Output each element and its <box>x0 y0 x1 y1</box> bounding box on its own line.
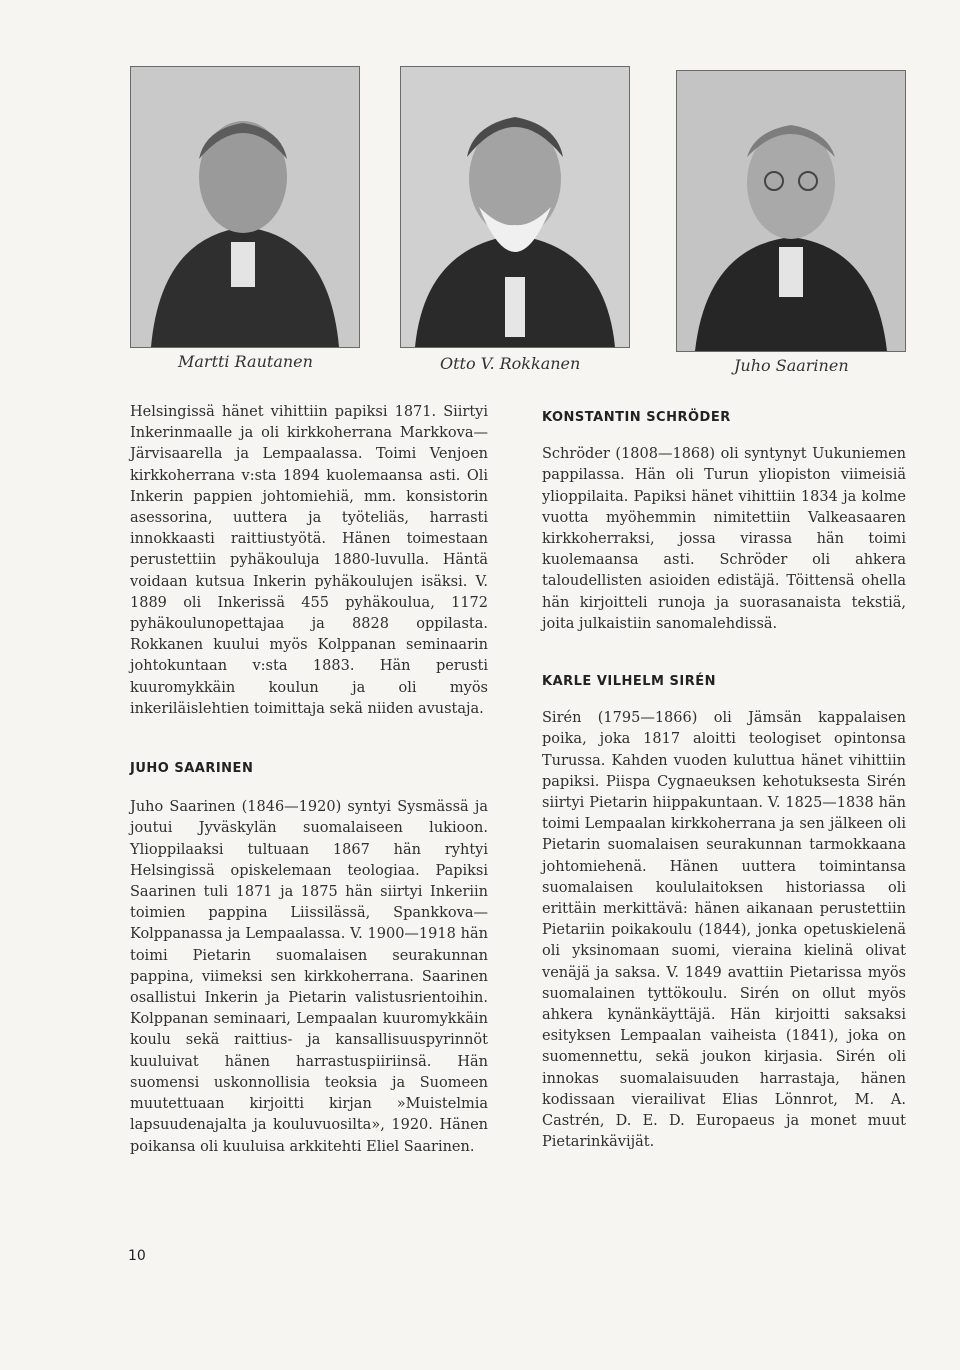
saarinen-biography-text: Juho Saarinen (1846—1920) syntyi Sysmässä ja joutui Jyväskylän suomalaiseen lukioon. Ylioppilaaksi tultuaan 1867 hän ryhtyi Helsingissä opiskelemaan teologiaa. Papiksi Saarinen tuli 1871 ja 1875 hän siirtyi Inkeriin toimien pappina Liissilässä, Spankkova—Kolppanassa ja Lempaalassa. V. 1900—1918 hän toimi Pietarin suomalaisen seurakunnan pappina, viimeksi sen kirkkoherrana. Saarinen osallistui Inkerin ja Pietarin valistusrientoihin. Kolppanan seminaari, Lempaalan kuuromykkäin koulu sekä raittius- ja kansallisuuspyrinnöt kuuluivat hänen harrastuspiiriinsä. Hän suomensi uskonnollisia teoksia ja Suomeen muutettuaan kirjoitti kirjan »Muistelmia lapsuudenajalta ja kouluvuosilta», 1920. Hänen poikansa oli kuuluisa arkkitehti Eliel Saarinen. <box>130 799 488 1155</box>
caption-otto-rokkanen: Otto V. Rokkanen <box>440 354 581 373</box>
portrait-photo-martti-rautanen <box>130 66 360 348</box>
left-column <box>130 402 488 1158</box>
portrait-photo-otto-rokkanen <box>400 66 630 348</box>
heading-konstantin-schroder: KONSTANTIN SCHRÖDER <box>542 410 731 425</box>
caption-martti-rautanen: Martti Rautanen <box>178 352 313 371</box>
caption-juho-saarinen: Juho Saarinen <box>734 356 849 375</box>
right-column <box>542 407 906 1154</box>
heading-karle-vilhelm-siren: KARLE VILHELM SIRÉN <box>542 674 716 690</box>
schroder-biography-text: Schröder (1808—1868) oli syntynyt Uukuniemen pappilassa. Hän oli Turun yliopiston viimeisiä ylioppilaita. Papiksi hänet vihittiin 1834 ja kolme vuotta myöhemmin nimitettiin Valkeasaaren kirkkoherraksi, jossa virassa hän toimi kuolemaansa asti. Schröder oli ahkera taloudellisten asioiden edistäjä. Töittensä ohella hän kirjoitteli runoja ja suorasanaista tekstiä, joita julkaistiin sanomalehdissä. <box>542 446 906 632</box>
page-number: 10 <box>128 1248 146 1264</box>
rokkanen-biography-text: Helsingissä hänet vihittiin papiksi 1871. Siirtyi Inkerinmaalle ja oli kirkkoherrana Markkova—Järvisaarella ja Lempaalassa. Toimi Venjoen kirkkoherrana v:sta 1894 kuolemaansa asti. Oli Inkerin pappien johtomiehiä, mm. konsistorin asessorina, uuttera ja työteliäs, harrasti innokkaasti raittiustyötä. Hänen toimestaan perustettiin pyhäkouluja 1880-luvulla. Häntä voidaan kutsua Inkerin pyhäkoulujen isäksi. V. 1889 oli Inkerissä 455 pyhäkoulua, 1172 pyhäkoulunopettajaa ja 8828 oppilasta. Rokkanen kuului myös Kolppanan seminaarin johtokuntaan v:sta 1883. Hän perusti kuuromykkäin koulun ja oli myös inkeriläislehtien toimittaja sekä niiden avustaja. <box>130 404 488 717</box>
portrait-photo-juho-saarinen <box>676 70 906 352</box>
heading-juho-saarinen: JUHO SAARINEN <box>130 761 254 777</box>
siren-biography-text: Sirén (1795—1866) oli Jämsän kappalaisen poika, joka 1817 aloitti teologiset opintonsa Turussa. Kahden vuoden kuluttua hänet vihittiin papiksi. Piispa Cygnaeuksen kehotuksesta Sirén siirtyi Pietarin hiippakuntaan. V. 1825—1838 hän toimi Lempaalan kirkkoherrana ja sen jälkeen oli Pietarin suomalaisen seurakunnan tarmokkaana johtomiehenä. Hänen uuttera toimintansa suomalaisen koululaitoksen historiassa oli erittäin merkittävä: hänen aikanaan perustettiin Pietariin poikakoulu (1844), jonka opetuskielenä oli yksinomaan suomi, vieraina kielinä olivat venäjä ja saksa. V. 1849 avattiin Pietarissa myös suomalainen tyttökoulu. Sirén on ollut myös ahkera kynänkäyttäjä. Hän kirjoitti saksaksi esityksen Lempaalan vaiheista (1841), joka on suomennettu, sekä joukon kirjasia. Sirén oli innokas suomalaisuuden harrastaja, hänen kodissaan vierailivat Elias Lönnrot, M. A. Castrén, D. E. D. Europaeus ja monet muut Pietarinkävijät. <box>542 710 906 1151</box>
